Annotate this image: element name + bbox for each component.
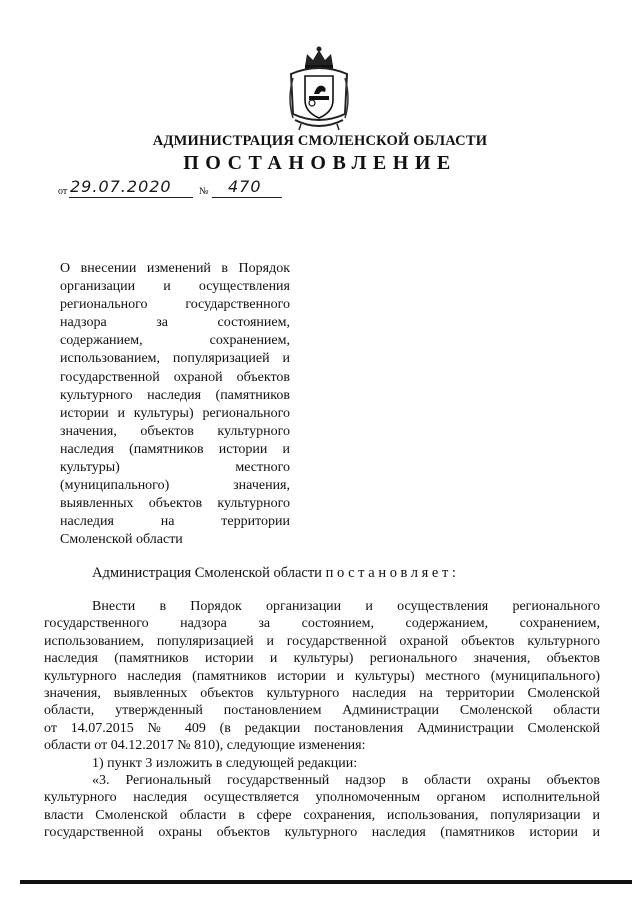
decree-text: Администрация Смоленской области	[92, 565, 326, 581]
body-line: власти Смоленской области в сфере сохранения, использования, популяризации и	[44, 807, 600, 823]
subject-line: выявленных объектов культурного	[60, 496, 290, 512]
subject-line: значения, объектов культурного	[60, 423, 290, 439]
body-line: наследия (памятников истории и культуры) регионального значения, объектов	[44, 651, 600, 667]
body-line: 1) пункт 3 изложить в следующей редакции:	[92, 755, 358, 771]
date-underline	[69, 197, 193, 198]
body-line: культурного наследия осуществляется уполномоченным органом исполнительной	[44, 790, 600, 806]
body-line: Внести в Порядок организации и осуществления регионального	[92, 599, 600, 614]
decree-statement	[92, 565, 460, 582]
subject-line: культурного наследия (памятников	[60, 387, 290, 403]
number-value: 470	[228, 177, 262, 196]
body-line: культурного наследия (памятников истории и культуры) местного (муниципального)	[44, 668, 600, 684]
organization-name: АДМИНИСТРАЦИЯ СМОЛЕНСКОЙ ОБЛАСТИ	[152, 133, 488, 149]
number-underline	[212, 197, 282, 198]
subject-line: культуры) местного	[60, 460, 290, 476]
subject-line: О внесении изменений в Порядок	[60, 261, 290, 276]
document-type-title: ПОСТАНОВЛЕНИЕ	[183, 152, 457, 174]
subject-line: наследия (памятников истории и	[60, 441, 290, 457]
subject-line: государственной охраной объектов	[60, 369, 290, 385]
decree-spaced-word: постановляет:	[325, 565, 460, 581]
date-value: 29.07.2020	[70, 177, 172, 196]
subject-line: использованием, популяризацией и	[60, 351, 290, 367]
subject-line: наследия на территории	[60, 514, 290, 530]
page-bottom-edge	[20, 880, 632, 884]
body-line: значения, выявленных объектов культурного наследия на территории Смоленской	[44, 685, 600, 701]
body-line: государственной охраны объектов культурного наследия (памятников истории и	[44, 825, 600, 841]
coat-of-arms-emblem	[281, 44, 357, 130]
subject-line: (муниципального) значения,	[60, 478, 290, 494]
document-subject	[60, 260, 290, 550]
subject-line: регионального государственного	[60, 297, 290, 313]
date-number-line	[58, 177, 298, 204]
body-line: «3. Региональный государственный надзор в области охраны объектов	[92, 772, 600, 788]
number-prefix: №	[199, 186, 209, 197]
subject-line: надзора за состоянием,	[60, 315, 290, 331]
subject-line: организации и осуществления	[60, 279, 290, 295]
body-line: области от 04.12.2017 № 810), следующие изменения:	[44, 738, 366, 754]
subject-line: Смоленской области	[60, 532, 183, 548]
body-line: государственного надзора за состоянием, содержанием, сохранением,	[44, 616, 600, 632]
date-prefix: от	[58, 186, 68, 197]
body-line: области, утвержденный постановлением Администрации Смоленской области	[44, 703, 600, 719]
document-body	[44, 598, 600, 841]
body-line: от 14.07.2015 № 409 (в редакции постановления Администрации Смоленской	[44, 720, 600, 736]
subject-line: истории и культуры) регионального	[60, 405, 290, 421]
body-line: использованием, популяризацией и государственной охраной объектов культурного	[44, 633, 600, 649]
subject-line: содержанием, сохранением,	[60, 333, 290, 349]
